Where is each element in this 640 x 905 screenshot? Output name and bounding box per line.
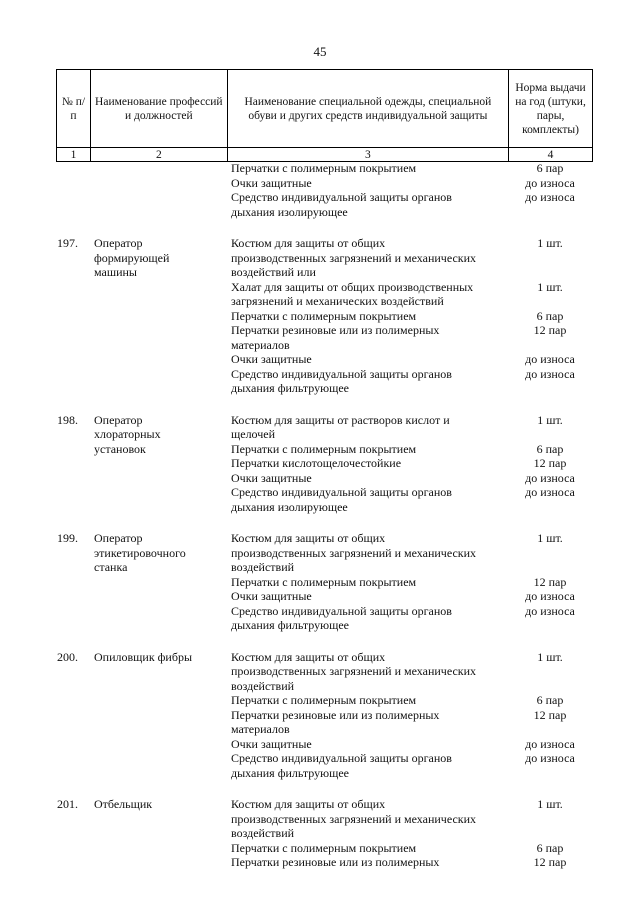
- issue-norm: 1 шт.: [537, 797, 563, 811]
- equipment-item: дыхания фильтрующее: [231, 765, 349, 780]
- profession-name: Оператор: [94, 236, 143, 250]
- profession-name: Отбельщик: [94, 797, 153, 811]
- issue-norm: 6 пар: [536, 840, 564, 855]
- equipment-item: Перчатки с полимерным покрытием: [231, 693, 417, 707]
- issue-norm: 1 шт.: [537, 531, 563, 545]
- equipment-item: Перчатки кислотощелочестойкие: [231, 456, 402, 470]
- equipment-item: материалов: [231, 722, 290, 736]
- header-col-index: 2: [90, 148, 227, 162]
- equipment-item: Костюм для защиты от общих: [231, 649, 386, 664]
- header-col-index: 1: [57, 148, 91, 162]
- equipment-item: Перчатки резиновые или из полимерных: [231, 323, 440, 337]
- row-number: 200.: [57, 649, 78, 664]
- equipment-item: щелочей: [231, 427, 276, 441]
- issue-norm: 6 пар: [536, 308, 564, 323]
- equipment-item: дыхания фильтрующее: [231, 618, 349, 632]
- issue-norm: 12 пар: [533, 574, 567, 589]
- issue-norm: 12 пар: [533, 855, 567, 869]
- equipment-item: воздействий: [231, 826, 295, 840]
- issue-norm: до износа: [525, 485, 575, 499]
- equipment-item: Костюм для защиты от общих: [231, 236, 386, 250]
- table-header: [56, 69, 593, 162]
- row-number: 197.: [57, 236, 78, 250]
- issue-norm: до износа: [525, 603, 575, 618]
- equipment-item: дыхания изолирующее: [231, 499, 348, 514]
- equipment-item: производственных загрязнений и механических: [231, 250, 477, 265]
- issue-norm: до износа: [525, 366, 575, 381]
- equipment-item: Средство индивидуальной защиты органов: [231, 603, 452, 618]
- table-row: [0, 161, 640, 219]
- header-col-index: 4: [509, 148, 593, 162]
- issue-norm: до износа: [525, 751, 575, 765]
- header-col-index: 3: [227, 148, 508, 162]
- header-number: № п/п: [57, 70, 91, 148]
- table-row: [0, 413, 640, 515]
- equipment-item: материалов: [231, 337, 290, 352]
- equipment-item: Перчатки с полимерным покрытием: [231, 840, 417, 855]
- equipment-item: Перчатки резиновые или из полимерных: [231, 707, 440, 722]
- profession-name: машины: [94, 265, 137, 279]
- equipment-item: воздействий или: [231, 265, 316, 279]
- equipment-item: воздействий: [231, 560, 295, 574]
- equipment-item: дыхания фильтрующее: [231, 381, 349, 395]
- profession-name: установок: [94, 441, 146, 456]
- equipment-item: производственных загрязнений и механических: [231, 811, 477, 826]
- equipment-item: Очки защитные: [231, 470, 312, 485]
- equipment-item: Очки защитные: [231, 736, 312, 751]
- issue-norm: 1 шт.: [537, 649, 563, 664]
- equipment-item: воздействий: [231, 678, 295, 693]
- equipment-item: производственных загрязнений и механических: [231, 545, 477, 560]
- equipment-item: Перчатки с полимерным покрытием: [231, 308, 417, 323]
- profession-name: станка: [94, 560, 128, 574]
- table-row: [0, 531, 640, 633]
- header-equipment: Наименование специальной одежды, специальной обуви и других средств индивидуальной защиты: [227, 70, 508, 148]
- issue-norm: до износа: [525, 470, 575, 485]
- row-number: 201.: [57, 797, 78, 811]
- table-row: [0, 650, 640, 781]
- equipment-item: Очки защитные: [231, 175, 312, 190]
- issue-norm: 12 пар: [533, 323, 567, 337]
- row-number: 198.: [57, 412, 78, 427]
- equipment-item: загрязнений и механических воздействий: [231, 294, 444, 308]
- issue-norm: 6 пар: [536, 161, 564, 175]
- header-norm: Норма выдачи на год (штуки, пары, комплекты): [509, 70, 593, 148]
- issue-norm: 1 шт.: [537, 236, 563, 250]
- row-number: 199.: [57, 531, 78, 545]
- equipment-item: Перчатки с полимерным покрытием: [231, 574, 417, 589]
- profession-name: хлораторных: [94, 427, 161, 441]
- equipment-item: Костюм для защиты от общих: [231, 531, 386, 545]
- equipment-item: Перчатки с полимерным покрытием: [231, 161, 417, 175]
- issue-norm: 12 пар: [533, 456, 567, 470]
- equipment-item: производственных загрязнений и механических: [231, 664, 477, 678]
- equipment-item: Очки защитные: [231, 589, 312, 603]
- page-number: 45: [313, 44, 327, 59]
- equipment-item: дыхания изолирующее: [231, 204, 348, 219]
- equipment-item: Халат для защиты от общих производственных: [231, 279, 474, 294]
- header-profession: Наименование профессий и должностей: [90, 70, 227, 148]
- issue-norm: 12 пар: [533, 707, 567, 722]
- equipment-item: Средство индивидуальной защиты органов: [231, 366, 452, 381]
- table-body: [0, 161, 640, 870]
- profession-name: формирующей: [94, 250, 170, 265]
- issue-norm: 6 пар: [536, 693, 564, 707]
- equipment-item: Средство индивидуальной защиты органов: [231, 751, 452, 765]
- profession-name: этикетировочного: [94, 545, 186, 560]
- issue-norm: до износа: [525, 190, 575, 204]
- issue-norm: до износа: [525, 589, 575, 603]
- issue-norm: до износа: [525, 352, 575, 366]
- equipment-item: Перчатки с полимерным покрытием: [231, 441, 417, 456]
- equipment-item: Костюм для защиты от общих: [231, 797, 386, 811]
- equipment-item: Средство индивидуальной защиты органов: [231, 190, 452, 204]
- issue-norm: 6 пар: [536, 441, 564, 456]
- equipment-item: Костюм для защиты от растворов кислот и: [231, 412, 450, 427]
- issue-norm: 1 шт.: [537, 279, 563, 294]
- profession-name: Оператор: [94, 412, 143, 427]
- profession-name: Опиловщик фибры: [94, 649, 193, 664]
- issue-norm: до износа: [525, 736, 575, 751]
- table-row: [0, 236, 640, 396]
- profession-name: Оператор: [94, 531, 143, 545]
- equipment-item: Перчатки резиновые или из полимерных: [231, 855, 440, 869]
- equipment-item: Средство индивидуальной защиты органов: [231, 485, 452, 499]
- equipment-item: Очки защитные: [231, 352, 312, 366]
- table-row: [0, 797, 640, 870]
- issue-norm: 1 шт.: [537, 412, 563, 427]
- issue-norm: до износа: [525, 175, 575, 190]
